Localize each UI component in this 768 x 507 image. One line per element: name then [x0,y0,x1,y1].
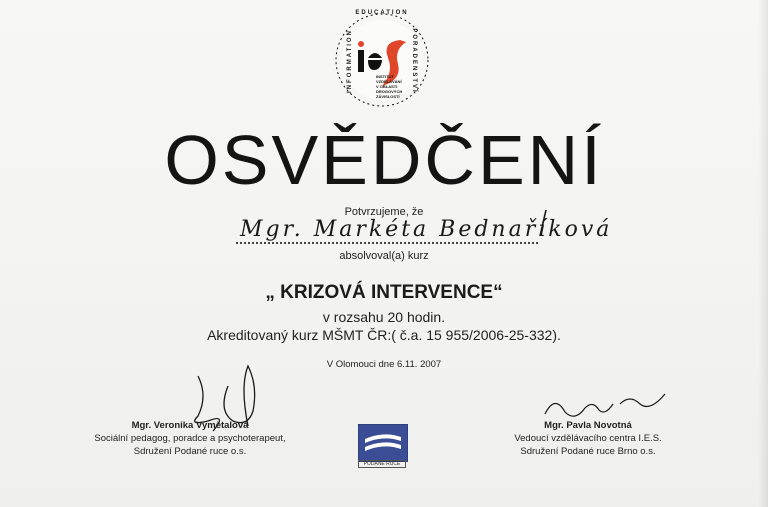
logo-ring-right: PORADENSTVÍ [411,28,417,94]
podane-ruce-icon [359,425,407,461]
podane-ruce-logo [358,424,406,468]
ies-line-3: V OBLASTI [376,84,398,89]
ies-line-4: DROGOVÝCH [376,89,403,94]
right-signatory-name: Mgr. Pavla Novotná [544,420,632,431]
left-signatory-org: Sdružení Podané ruce o.s. [133,446,247,457]
course-name: „ KRIZOVÁ INTERVENCE“ [265,282,503,303]
course-scope: v rozsahu 20 hodin. [322,309,446,325]
right-signatory [498,419,678,458]
left-signatory-name: Mgr. Veronika Vymětalová [131,420,249,431]
right-signatory-org: Sdružení Podané ruce Brno o.s. [520,446,656,457]
place-date: V Olomouci dne 6.11. 2007 [326,359,442,370]
right-signatory-role: Vedoucí vzdělávacího centra I.E.S. [514,433,662,444]
logo-ring-left: INFORMATION [347,29,353,93]
ies-logo-core [352,30,412,99]
completed-text: absolvoval(a) kurz [339,250,429,262]
certificate-title: OSVĚDČENÍ [164,121,604,199]
ies-line-1: INSTITUT [376,74,394,79]
name-dotted-line [236,242,538,244]
recipient-name: Mgr. Markéta Bednaříková [240,217,613,242]
left-signatory-role: Sociální pedagog, poradce a psychoterapeut, [94,433,286,444]
podane-ruce-label: PODANÉ RUCE [358,460,406,468]
ies-line-5: ZÁVISLOSTÍ [376,94,400,99]
accreditation-text: Akreditovaný kurz MŠMT ČR:( č.a. 15 955/2006-25-332). [207,327,561,343]
ies-logo [330,8,434,112]
ies-institute-text [376,74,410,99]
podane-ruce-mark [358,424,408,462]
logo-ring-top: EDUCATION [355,10,409,16]
ies-line-2: VZDĚLÁVÁNÍ [376,79,402,84]
left-signatory [80,419,300,458]
confirm-text: Potvrzujeme, že [344,206,424,218]
